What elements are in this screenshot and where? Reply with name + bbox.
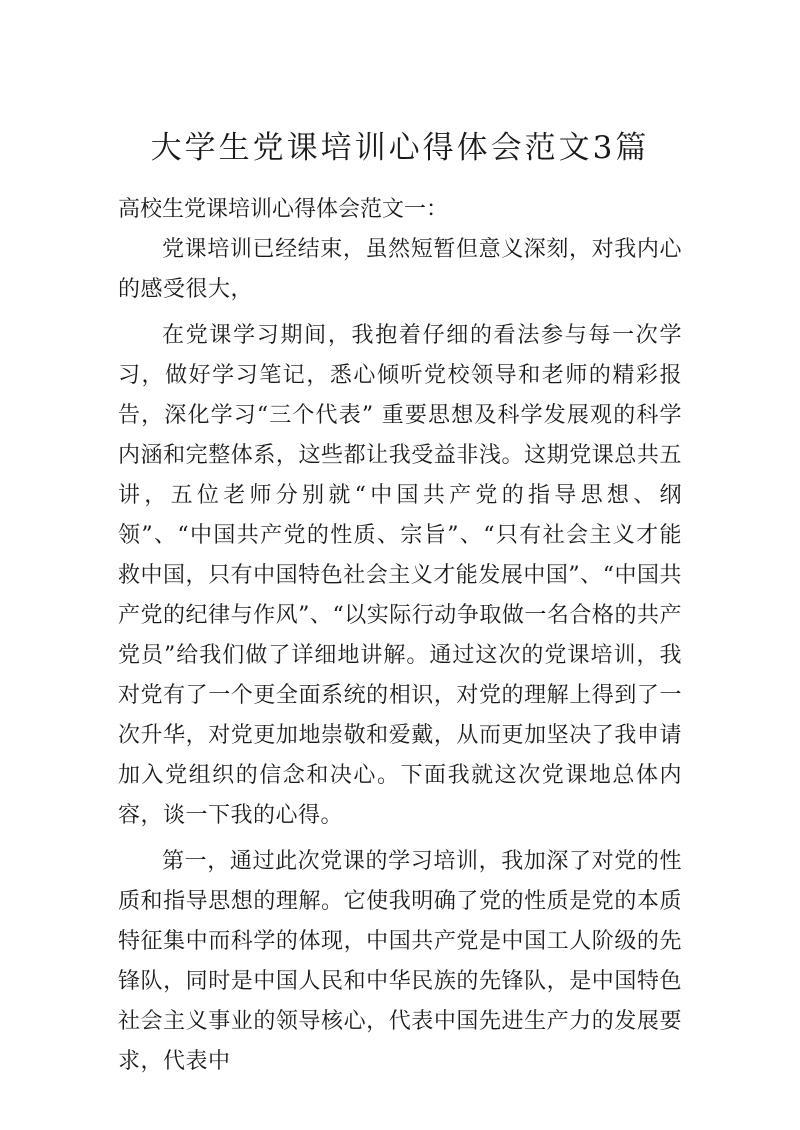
paragraph-3: 第一，通过此次党课的学习培训，我加深了对党的性质和指导思想的理解。它使我明确了党的性质是党的本质特征集中而科学的体现，中国共产党是中国工人阶级的先锋队，同时是中国人民和中华民族的先锋队，是中国特色社会主义事业的领导核心，代表中国先进生产力的发展要求，代表中 bbox=[118, 849, 682, 1074]
document-title: 大学生党课培训心得体会范文3篇 bbox=[150, 130, 650, 166]
paragraph-2: 在党课学习期间，我抱着仔细的看法参与每一次学习，做好学习笔记，悉心倾听党校领导和老师的精彩报告，深化学习“三个代表” 重要思想及科学发展观的科学内涵和完整体系，这些都让我受益非浅。这期党课总共五讲，五位老师分别就“中国共产党的指导思想、纲领”、“中国共产党的性质、宗旨”、“只有社会主义才能救中国，只有中国特色社会主义才能发展中国”、“中国共产党的纪律与作风”、“以实际行动争取做一名合格的共产党员”给我们做了详细地讲解。通过这次的党课培训，我对党有了一个更全面系统的相识，对党的理解上得到了一次升华，对党更加地崇敬和爱戴，从而更加坚决了我申请加入党组织的信念和决心。下面我就这次党课地总体内容，谈一下我的心得。 bbox=[118, 323, 682, 828]
section-subtitle: 高校生党课培训心得体会范文一： bbox=[118, 197, 449, 222]
paragraph-1: 党课培训已经结束，虽然短暂但意义深刻，对我内心的感受很大， bbox=[118, 237, 682, 302]
